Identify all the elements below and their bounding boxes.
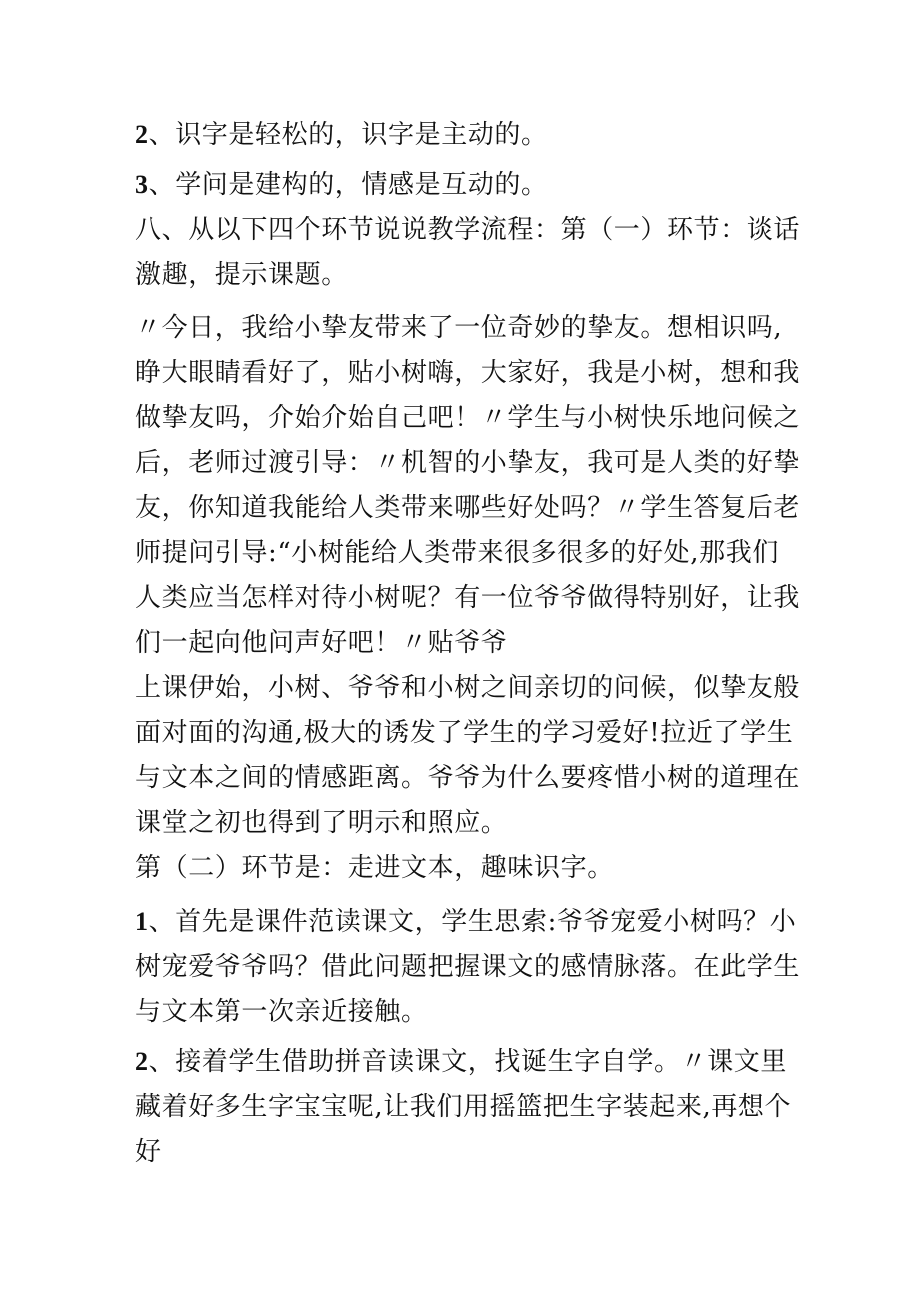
paragraph-text: 、学问是建构的，情感是互动的。 xyxy=(148,170,548,200)
paragraph-intro-dialogue xyxy=(135,306,800,666)
paragraph-step-2 xyxy=(135,1039,800,1175)
section-eight-heading xyxy=(135,208,800,298)
paragraph-commentary xyxy=(135,666,800,846)
document-body xyxy=(135,112,800,1175)
paragraph-point-3 xyxy=(135,162,800,208)
paragraph-number: 2 xyxy=(135,1047,149,1076)
paragraph-text: 上课伊始，小树、爷爷和小树之间亲切的问候，似挚友般面对面的沟通,极大的诱发了学生的学习爱好!拉近了学生与文本之间的情感距离。爷爷为什么要疼惜小树的道理在课堂之初也得到了明示和照应。 xyxy=(135,673,801,838)
paragraph-text: 、接着学生借助拼音读课文，找诞生字自学。〃课文里藏着好多生字宝宝呢,让我们用摇篮把生字装起来,再想个好 xyxy=(135,1047,792,1167)
paragraph-text: 〃今日，我给小挚友带来了一位奇妙的挚友。想相识吗,睁大眼睛看好了，贴小树嗨，大家好，我是小树，想和我做挚友吗，介始介始自己吧！〃学生与小树快乐地问候之后，老师过渡引导：〃机智的小挚友，我可是人类的好挚友，你知道我能给人类带来哪些好处吗？〃学生答复后老师提问引导:“小树能给人类带来很多很多的好处,那我们人类应当怎样对待小树呢？有一位爷爷做得特别好，让我们一起向他问声好吧！〃贴爷爷 xyxy=(135,313,801,658)
paragraph-text: 、首先是课件范读课文，学生思索:爷爷宠爱小树吗？小树宠爱爷爷吗？借此问题把握课文的感情脉落。在此学生与文本第一次亲近接触。 xyxy=(135,907,801,1027)
paragraph-number: 2 xyxy=(135,120,149,149)
section-two-heading xyxy=(135,846,800,891)
paragraph-number: 3 xyxy=(135,170,149,199)
paragraph-text: 八、从以下四个环节说说教学流程：第（一）环节：谈话激趣，提示课题。 xyxy=(135,215,801,290)
paragraph-number: 1 xyxy=(135,907,149,936)
paragraph-text: 第（二）环节是：走进文本，趣味识字。 xyxy=(135,853,614,883)
paragraph-step-1 xyxy=(135,899,800,1035)
paragraph-text: 、识字是轻松的，识字是主动的。 xyxy=(148,120,548,150)
paragraph-point-2 xyxy=(135,112,800,158)
